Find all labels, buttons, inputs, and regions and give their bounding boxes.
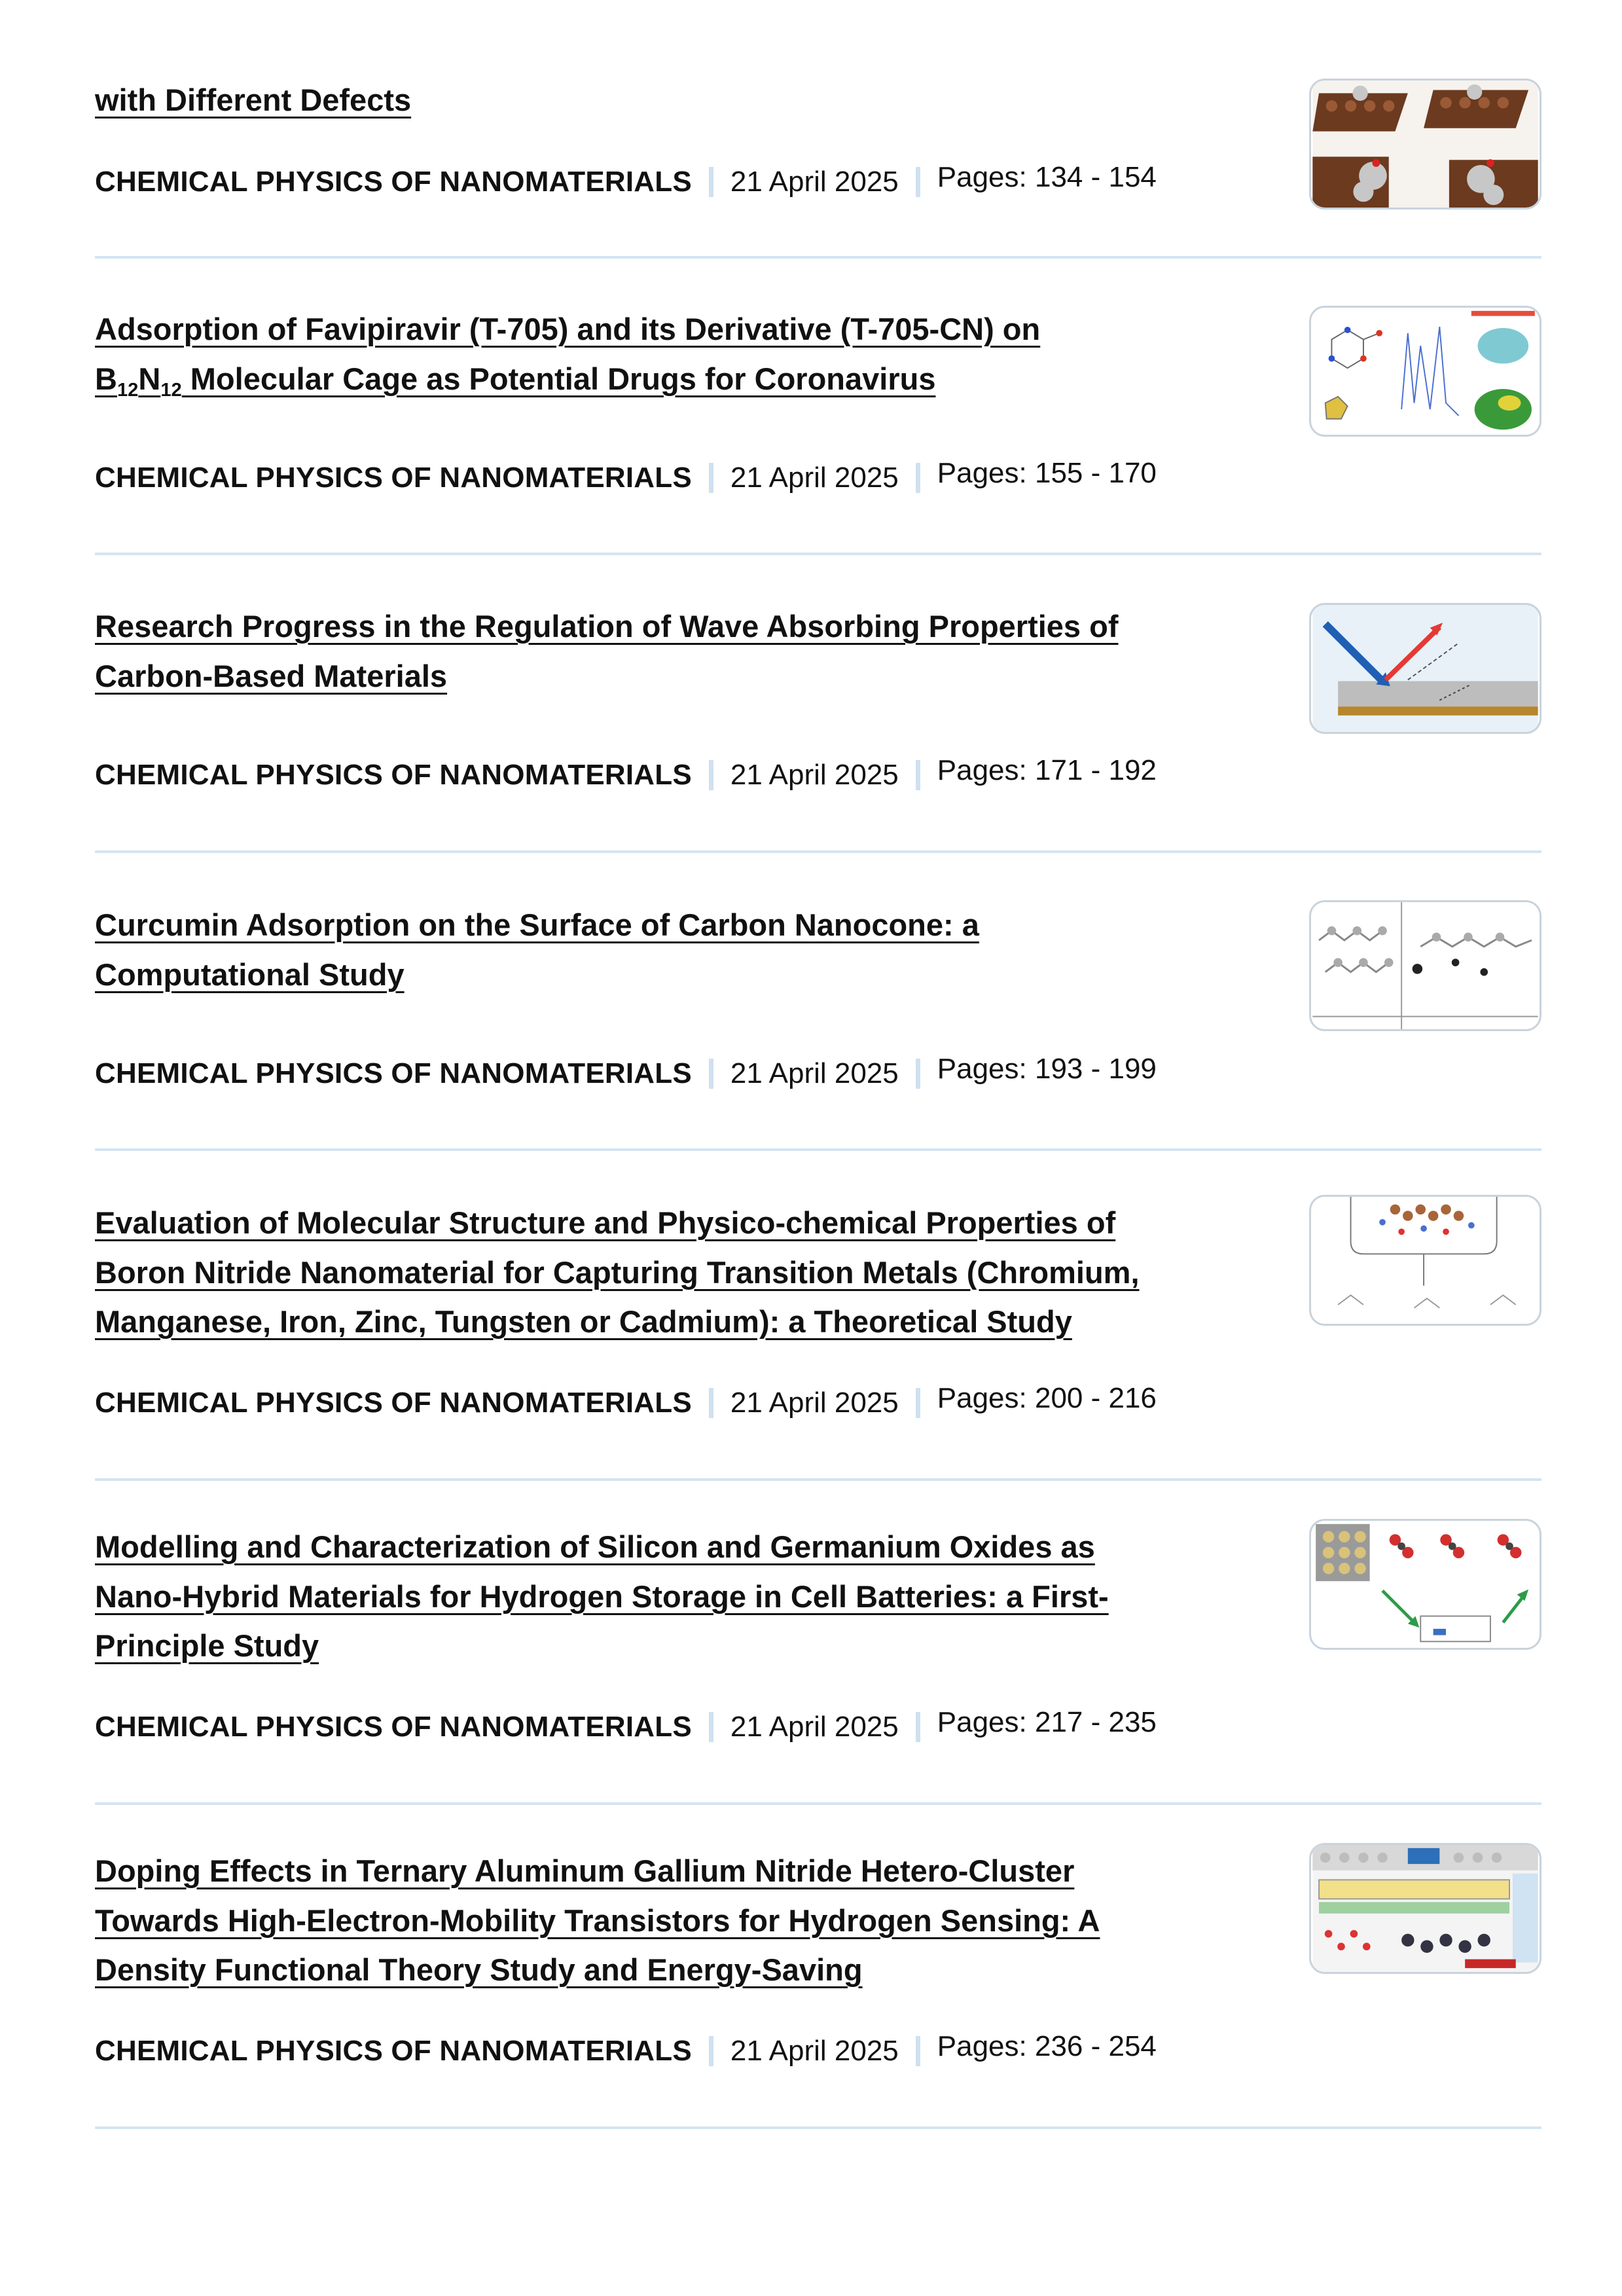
publication-date: 21 April 2025 <box>730 1711 899 1743</box>
article-title-link[interactable]: with Different Defects <box>95 82 412 117</box>
thumbnail-image <box>1311 1197 1540 1324</box>
article-item <box>95 1846 1541 2129</box>
article-item <box>95 900 1541 1151</box>
article-item <box>95 1522 1541 1805</box>
article-title <box>95 75 1247 125</box>
meta-separator <box>916 2036 920 2066</box>
meta-separator <box>709 1059 713 1089</box>
article-title-link[interactable]: Adsorption of Favipiravir (T-705) and its Derivative (T-705-CN) on <box>95 312 1041 346</box>
article-title <box>95 900 1247 999</box>
journal-name: CHEMICAL PHYSICS OF NANOMATERIALS <box>95 166 692 198</box>
article-title-link[interactable]: Carbon-Based Materials <box>95 658 448 693</box>
article-meta <box>95 1053 1157 1090</box>
formula-subscript: 12 <box>160 379 182 401</box>
article-meta <box>95 1382 1157 1419</box>
page-range: Pages: 200 - 216 <box>937 1382 1157 1414</box>
article-title-link[interactable]: Boron Nitride Nanomaterial for Capturing Transition Metals (Chromium, <box>95 1254 1140 1290</box>
article-title <box>95 602 1247 701</box>
formula-subscript: 12 <box>117 379 139 401</box>
publication-date: 21 April 2025 <box>730 462 899 494</box>
journal-name: CHEMICAL PHYSICS OF NANOMATERIALS <box>95 1387 692 1419</box>
meta-separator <box>709 1712 713 1742</box>
article-title <box>95 1846 1247 1995</box>
article-title-link[interactable]: Towards High-Electron-Mobility Transistors for Hydrogen Sensing: A <box>95 1903 1100 1938</box>
publication-date: 21 April 2025 <box>730 1057 899 1089</box>
page-range: Pages: 134 - 154 <box>937 161 1157 193</box>
publication-date: 21 April 2025 <box>730 166 899 198</box>
journal-name: CHEMICAL PHYSICS OF NANOMATERIALS <box>95 2035 692 2067</box>
formula-boron: B <box>95 361 117 396</box>
thumbnail-image <box>1311 902 1540 1029</box>
article-title-link[interactable]: Computational Study <box>95 957 405 992</box>
transistor-sensor-figure[interactable] <box>1309 1843 1541 1974</box>
journal-name: CHEMICAL PHYSICS OF NANOMATERIALS <box>95 1711 692 1743</box>
page-range: Pages: 171 - 192 <box>937 754 1157 786</box>
publication-date: 21 April 2025 <box>730 2035 899 2067</box>
boron-nitride-figure[interactable] <box>1309 1195 1541 1326</box>
page-range: Pages: 236 - 254 <box>937 2030 1157 2062</box>
meta-separator <box>916 167 920 197</box>
page-range: Pages: 155 - 170 <box>937 457 1157 489</box>
article-title <box>95 1198 1247 1347</box>
article-title-link[interactable]: Density Functional Theory Study and Energy-Saving <box>95 1952 863 1987</box>
article-title-link[interactable]: Manganese, Iron, Zinc, Tungsten or Cadmium): a Theoretical Study <box>95 1304 1072 1339</box>
page-range: Pages: 193 - 199 <box>937 1053 1157 1085</box>
article-title-link[interactable]: Research Progress in the Regulation of Wave Absorbing Properties of <box>95 609 1119 644</box>
formula-nitrogen: N <box>138 361 161 396</box>
article-item <box>95 602 1541 853</box>
thumbnail-image <box>1311 605 1540 732</box>
meta-separator <box>709 1388 713 1418</box>
thumbnail-image <box>1311 1845 1540 1972</box>
nanostructure-defects-figure[interactable] <box>1309 79 1541 210</box>
thumbnail-image <box>1311 81 1540 208</box>
article-title-link[interactable]: Principle Study <box>95 1628 319 1663</box>
article-title-link[interactable] <box>95 361 936 401</box>
meta-separator <box>916 1059 920 1089</box>
article-meta <box>95 2030 1157 2068</box>
journal-name: CHEMICAL PHYSICS OF NANOMATERIALS <box>95 759 692 791</box>
meta-separator <box>709 2036 713 2066</box>
article-title-link[interactable]: Doping Effects in Ternary Aluminum Gallium Nitride Hetero-Cluster <box>95 1853 1075 1888</box>
page-range: Pages: 217 - 235 <box>937 1706 1157 1738</box>
article-meta <box>95 161 1157 198</box>
article-title <box>95 1522 1247 1671</box>
article-item <box>95 304 1541 555</box>
meta-separator <box>916 1712 920 1742</box>
article-title-link[interactable]: Curcumin Adsorption on the Surface of Carbon Nanocone: a <box>95 907 979 942</box>
article-meta <box>95 457 1157 494</box>
meta-separator <box>709 760 713 790</box>
publication-date: 21 April 2025 <box>730 759 899 791</box>
meta-separator <box>916 760 920 790</box>
molecular-cage-figure[interactable] <box>1309 306 1541 437</box>
meta-separator <box>916 463 920 493</box>
publication-date: 21 April 2025 <box>730 1387 899 1419</box>
article-meta <box>95 1706 1157 1743</box>
meta-separator <box>709 463 713 493</box>
article-title-link[interactable]: Evaluation of Molecular Structure and Physico-chemical Properties of <box>95 1205 1116 1240</box>
article-item <box>95 1198 1541 1481</box>
wave-absorption-figure[interactable] <box>1309 603 1541 734</box>
article-title-link[interactable]: Nano-Hybrid Materials for Hydrogen Storage in Cell Batteries: a First- <box>95 1578 1109 1614</box>
article-title-link[interactable]: Modelling and Characterization of Silicon and Germanium Oxides as <box>95 1529 1095 1564</box>
hydrogen-storage-figure[interactable] <box>1309 1519 1541 1650</box>
journal-name: CHEMICAL PHYSICS OF NANOMATERIALS <box>95 462 692 494</box>
article-item <box>95 75 1541 259</box>
thumbnail-image <box>1311 1521 1540 1648</box>
curcumin-nanocone-figure[interactable] <box>1309 900 1541 1031</box>
journal-name: CHEMICAL PHYSICS OF NANOMATERIALS <box>95 1057 692 1089</box>
title-text: Molecular Cage as Potential Drugs for Coronavirus <box>181 361 936 396</box>
article-meta <box>95 754 1157 792</box>
article-title <box>95 304 1247 403</box>
thumbnail-image <box>1311 308 1540 435</box>
meta-separator <box>709 167 713 197</box>
meta-separator <box>916 1388 920 1418</box>
